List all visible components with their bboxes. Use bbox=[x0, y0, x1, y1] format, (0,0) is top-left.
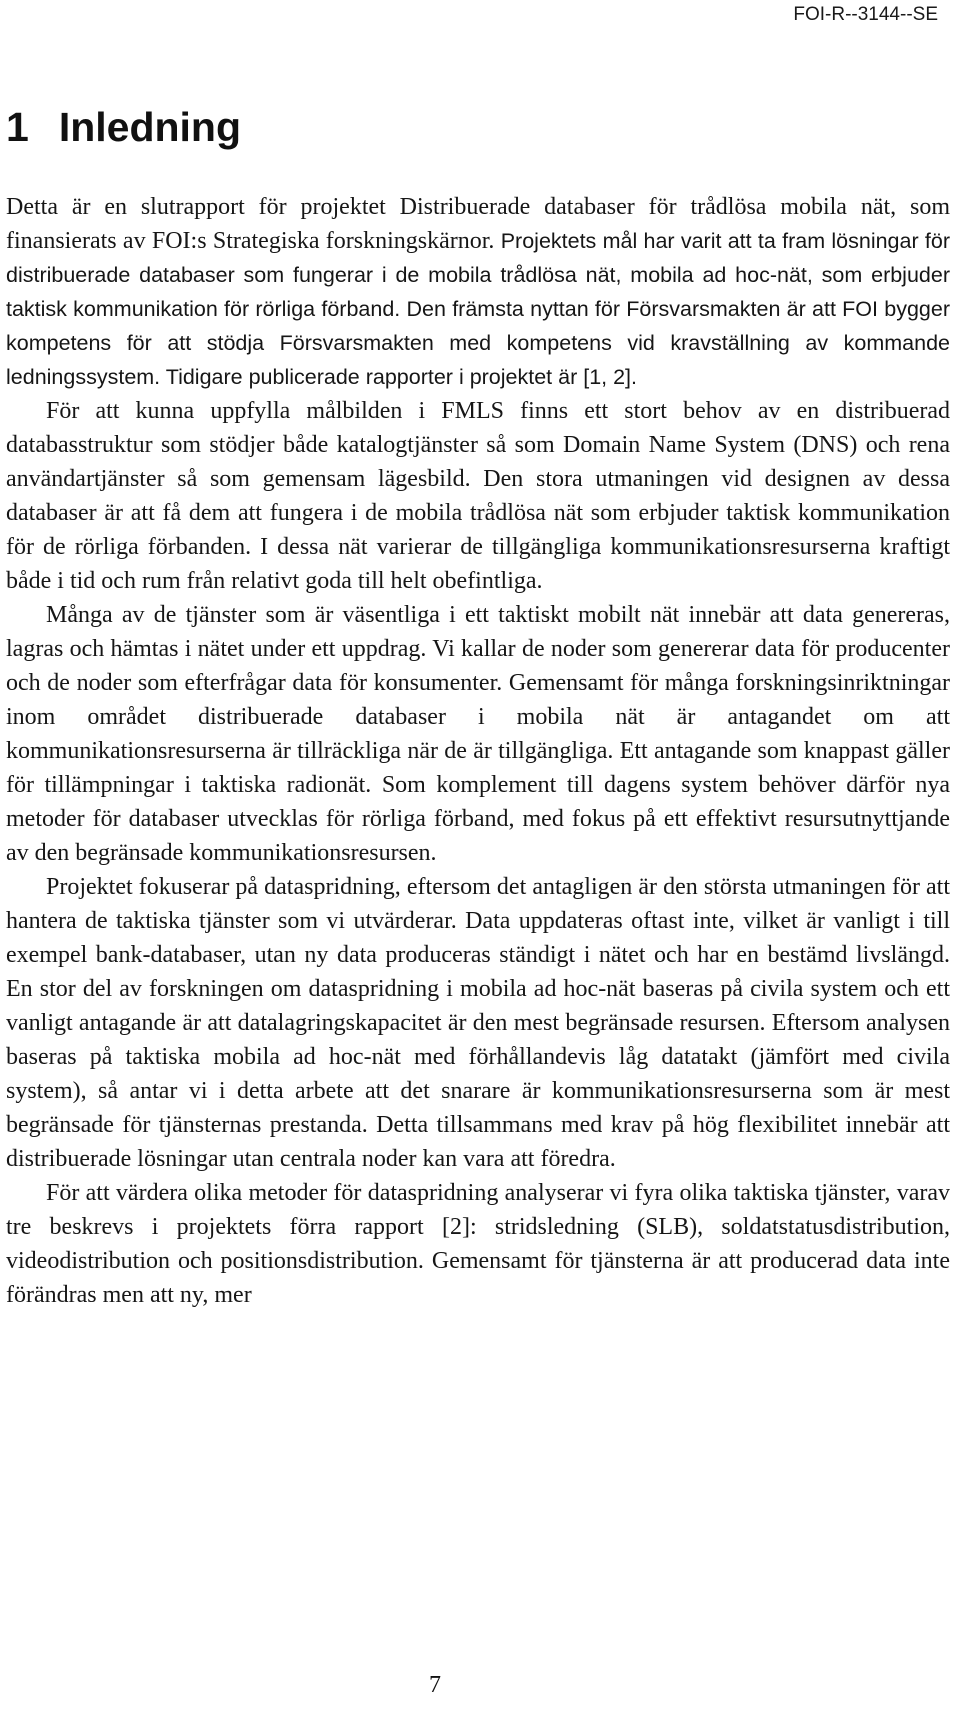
paragraph-1-rest: Projektets mål har varit att ta fram lösningar för distribuerade databaser som fungerar i de mobila trådlösa nät, mobila ad hoc-nät, som erbjuder taktisk kommunikation för rörliga förband. Den främsta nyttan för Försvarsmakten är att FOI bygger kompetens för att stödja Försvarsmakten med kompetens vid kravställning av kommande ledningssystem. Tidigare publicerade rapporter i projektet är [1, 2]. bbox=[6, 229, 950, 389]
paragraph-2: För att kunna uppfylla målbilden i FMLS finns ett stort behov av en distribuerad databasstruktur som stödjer både katalogtjänster så som Domain Name System (DNS) och rena användartjänster så som gemensam lägesbild. Den stora utmaningen vid designen av dessa databaser är att få dem att fungera i de mobila trådlösa nät som erbjuder taktisk kommunikation för de rörliga förbanden. I dessa nät varierar de tillgängliga kommunikationsresurserna kraftigt både i tid och rum från relativt goda till helt obefintliga. bbox=[6, 398, 950, 594]
page-number: 7 bbox=[429, 1672, 441, 1698]
paragraph-1-lead: Detta är en slutrapport för projektet Distribuerade databaser för trådlösa mobila nät, som finansierats av FOI:s Strategiska forskningskärnor. bbox=[6, 194, 950, 254]
body-text bbox=[6, 190, 950, 1312]
paragraph-3: Många av de tjänster som är väsentliga i ett taktiskt mobilt nät innebär att data genereras, lagras och hämtas i nätet under ett uppdrag. Vi kallar de noder som genererar data för producenter och de noder som efterfrågar data för konsumenter. Gemensamt för många forskningsinriktningar inom området distribuerade databaser i mobila nät är antagandet om att kommunikationsresurserna är tillräckliga när de är tillgängliga. Ett antagande som knappast gäller för tillämpningar i taktiska radionät. Som komplement till dagens system behöver därför nya metoder för databaser utvecklas för rörliga förband, med fokus på ett effektivt resursutnyttjande av den begränsade kommunikationsresursen. bbox=[6, 602, 950, 866]
paragraph-4: Projektet fokuserar på dataspridning, eftersom det antagligen är den största utmaningen för att hantera de taktiska tjänster som vi utvärderar. Data uppdateras oftast inte, vilket är vanligt i till exempel bank-databaser, utan ny data produceras ständigt i nätet och har en bestämd livslängd. En stor del av forskningen om dataspridning i mobila ad hoc-nät baseras på civila system och ett vanligt antagande är att datalagringskapacitet är den mest begränsade resursen. Eftersom analysen baseras på taktiska mobila ad hoc-nät med förhållandevis låg datatakt (jämfört med civila system), så antar vi i detta arbete att det snarare är kommunikationsresurserna som är mest begränsade för tjänsternas prestanda. Detta tillsammans med krav på hög flexibilitet innebär att distribuerade lösningar utan centrala noder kan vara att föredra. bbox=[6, 874, 950, 1172]
section-number: 1 bbox=[6, 104, 29, 150]
paragraph-5: För att värdera olika metoder för dataspridning analyserar vi fyra olika taktiska tjänster, varav tre beskrevs i projektets förra rapport [2]: stridsledning (SLB), soldatstatusdistribution, videodistribution och positionsdistribution. Gemensamt för tjänsterna är att producerad data inte förändras men att ny, mer bbox=[6, 1180, 950, 1308]
section-title: Inledning bbox=[58, 104, 242, 150]
section-heading bbox=[6, 104, 241, 151]
report-id: FOI-R--3144--SE bbox=[793, 4, 938, 25]
paragraph-1 bbox=[6, 190, 950, 394]
